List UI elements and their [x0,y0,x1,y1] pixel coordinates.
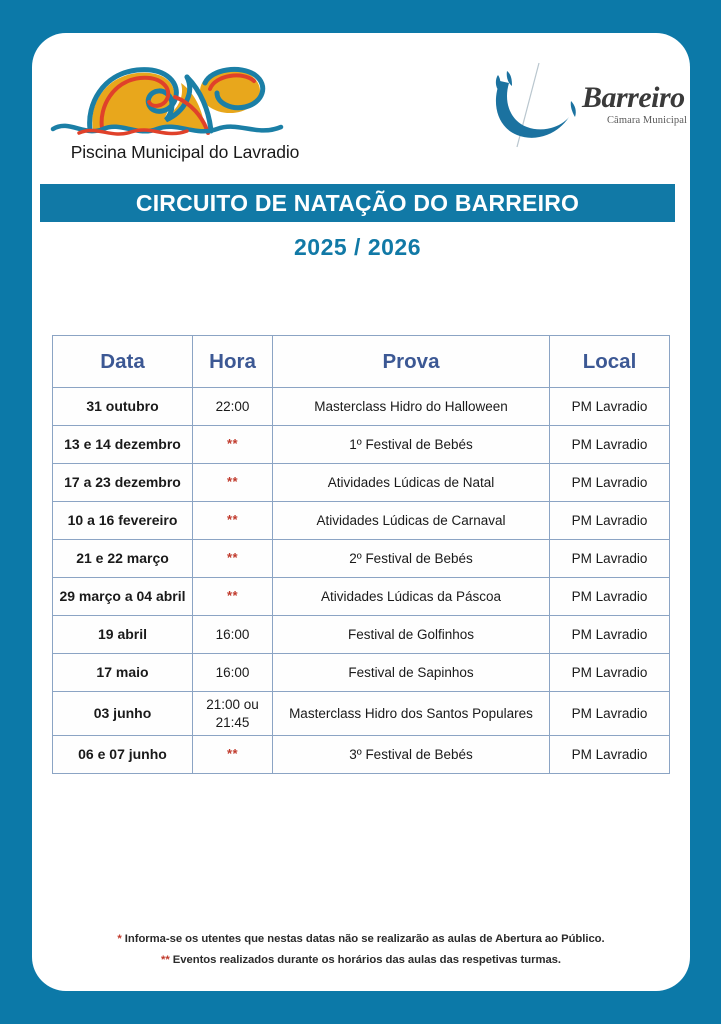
cell-prova: Festival de Golfinhos [273,616,550,654]
cell-local: PM Lavradio [550,654,670,692]
barreiro-name: Barreiro [582,81,685,114]
cell-data: 13 e 14 dezembro [53,426,193,464]
cell-local: PM Lavradio [550,540,670,578]
cell-prova: Atividades Lúdicas de Carnaval [273,502,550,540]
splash-3 [571,101,576,117]
barreiro-wordmark [582,83,687,126]
cell-hora: ** [193,426,273,464]
cell-data: 31 outubro [53,388,193,426]
page-title: CIRCUITO DE NATAÇÃO DO BARREIRO [135,189,580,216]
footnote-marker: ** [160,954,170,966]
swimmer-wave-logo-icon [45,41,313,141]
letter-c-red [539,107,547,123]
cell-prova: Festival de Sapinhos [273,654,550,692]
cell-data: 06 e 07 junho [53,736,193,774]
cell-local: PM Lavradio [550,578,670,616]
table-row [53,388,670,426]
cell-data: 10 a 16 fevereiro [53,502,193,540]
cell-hora: 16:00 [193,654,273,692]
table-row [53,654,670,692]
footnote-marker: * [117,933,122,945]
cell-hora: ** [193,578,273,616]
footnote-text: Eventos realizados durante os horários das aulas das respetivas turmas. [169,954,562,966]
cell-local: PM Lavradio [550,388,670,426]
pool-logo-caption: Piscina Municipal do Lavradio [70,142,300,162]
cell-data: 19 abril [53,616,193,654]
cell-hora: 22:00 [193,388,273,426]
poster-header [32,33,690,168]
cell-prova: Masterclass Hidro do Halloween [273,388,550,426]
table-row [53,464,670,502]
cell-prova: Atividades Lúdicas de Natal [273,464,550,502]
table-row [53,540,670,578]
cell-hora: ** [193,540,273,578]
table-row [53,578,670,616]
cell-local: PM Lavradio [550,736,670,774]
municipality-logo [487,61,687,151]
title-banner [40,184,675,222]
cell-data: 29 março a 04 abril [53,578,193,616]
column-header-local: Local [550,336,670,388]
cell-data: 17 maio [53,654,193,692]
footnote [32,954,690,966]
footnote [32,933,690,945]
table-row [53,616,670,654]
column-header-prova: Prova [273,336,550,388]
schedule-table [52,335,670,774]
cell-local: PM Lavradio [550,616,670,654]
cell-data: 21 e 22 março [53,540,193,578]
cell-prova: 3º Festival de Bebés [273,736,550,774]
cell-hora: ** [193,502,273,540]
cell-hora: 16:00 [193,616,273,654]
cell-hora: 21:00 ou 21:45 [193,692,273,736]
poster-card [32,33,690,991]
season-label: 2025 / 2026 [293,234,421,260]
cell-local: PM Lavradio [550,464,670,502]
table-row [53,692,670,736]
cell-local: PM Lavradio [550,426,670,464]
table-body [53,388,670,774]
barreiro-subtitle: Câmara Municipal [606,115,687,126]
table-row [53,502,670,540]
pool-logo [45,41,313,169]
letter-c-blue [556,111,563,125]
cell-data: 17 a 23 dezembro [53,464,193,502]
footnotes [32,933,690,975]
cell-prova: 2º Festival de Bebés [273,540,550,578]
table-row [53,426,670,464]
column-header-hora: Hora [193,336,273,388]
footnote-text: Informa-se os utentes que nestas datas não se realizarão as aulas de Abertura ao Público. [121,933,605,945]
cell-data: 03 junho [53,692,193,736]
barreiro-crescent-logo-icon [487,61,583,149]
table-header-row [53,336,670,388]
water-wave-red [79,130,187,134]
table-row [53,736,670,774]
cell-hora: ** [193,736,273,774]
cell-prova: Masterclass Hidro dos Santos Populares [273,692,550,736]
cell-hora: ** [193,464,273,502]
cell-prova: 1º Festival de Bebés [273,426,550,464]
column-header-data: Data [53,336,193,388]
cell-prova: Atividades Lúdicas da Páscoa [273,578,550,616]
cell-local: PM Lavradio [550,502,670,540]
cell-local: PM Lavradio [550,692,670,736]
